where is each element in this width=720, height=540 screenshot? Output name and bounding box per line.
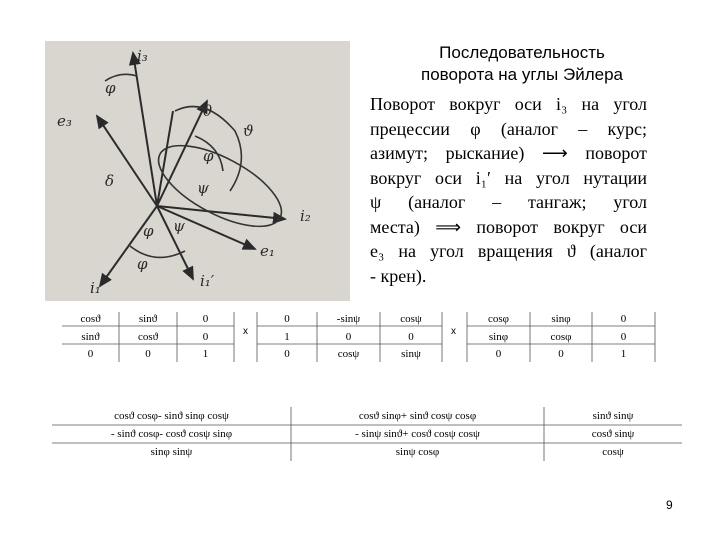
result-cell: cosϑ sinφ+ sinϑ cosψ cosφ — [358, 410, 477, 422]
title-line-1: Последовательность — [439, 43, 605, 62]
m3-cell: cosφ — [550, 331, 572, 343]
m1-cell: 0 — [202, 331, 209, 343]
rotation-matrices-row — [62, 308, 662, 364]
m2-cell: 0 — [408, 331, 414, 343]
m2-cell: 0 — [284, 348, 290, 360]
result-cell: cosϑ cosφ- sinϑ sinφ cosψ — [114, 410, 229, 422]
result-cell: cosϑ sinψ — [591, 428, 635, 440]
m1-cell: cosϑ — [80, 313, 101, 325]
body-line: e₃ на угол вращения ϑ (аналог — [370, 241, 647, 261]
result-cell: sinψ cosφ — [395, 446, 440, 458]
m3-cell: 0 — [558, 348, 564, 360]
result-cell: - sinψ sinϑ+ cosϑ cosψ cosψ — [355, 428, 480, 440]
m3-cell: 0 — [620, 313, 627, 325]
body-line: ψ (аналог – тангаж; угол — [370, 192, 647, 212]
label-phi-2: φ — [203, 147, 214, 165]
label-i1-prime: i₁′ — [200, 272, 215, 290]
m2-cell: sinψ — [401, 348, 421, 360]
body-line: прецессии φ (аналог – курс; — [370, 118, 647, 139]
result-matrix — [52, 405, 682, 465]
multiply-sign: x — [243, 326, 248, 337]
body-line: - крен). — [370, 265, 427, 286]
result-cell: cosψ — [602, 446, 624, 458]
m2-cell: 0 — [345, 331, 352, 343]
body-paragraph — [370, 92, 647, 288]
slide-title — [372, 42, 672, 86]
m2-cell: -sinψ — [336, 313, 361, 325]
label-e1: e₁ — [260, 242, 275, 260]
label-psi-2: ψ — [173, 217, 185, 235]
m1-cell: 0 — [145, 348, 151, 360]
label-i1: i₁ — [90, 279, 101, 297]
m1-cell: 0 — [87, 348, 94, 360]
label-i2: i₂ — [300, 207, 311, 225]
m1-cell: sinϑ — [81, 331, 100, 343]
label-phi-3: φ — [143, 222, 154, 240]
m2-cell: cosψ — [400, 313, 422, 325]
m3-cell: cosφ — [487, 313, 509, 325]
label-theta: θ — [203, 102, 213, 120]
page-number: 9 — [666, 498, 673, 512]
m3-cell: 0 — [495, 348, 502, 360]
m3-cell: sinφ — [488, 331, 509, 343]
result-cell: sinϑ sinψ — [592, 410, 634, 422]
euler-angles-figure — [45, 41, 350, 301]
m1-cell: 0 — [202, 313, 209, 325]
result-cell: - sinϑ cosφ- cosϑ cosψ sinφ — [110, 428, 233, 440]
body-line: места) ⟹ поворот вокруг оси — [370, 216, 647, 237]
result-cell: sinφ sinψ — [150, 446, 193, 458]
m1-cell: sinϑ — [138, 313, 158, 325]
m1-cell: cosϑ — [137, 331, 159, 343]
title-line-2: поворота на углы Эйлера — [420, 65, 624, 84]
body-line: Поворот вокруг оси i₃ на угол — [370, 94, 647, 114]
m3-cell: sinφ — [551, 313, 571, 325]
m3-cell: 0 — [620, 331, 627, 343]
label-e3: e₃ — [57, 112, 72, 130]
m1-cell: 1 — [202, 348, 209, 360]
body-line: вокруг оси i₁′ на угол нутации — [370, 167, 647, 188]
multiply-sign: x — [451, 326, 456, 337]
label-i3: i₃ — [137, 47, 148, 65]
label-delta: δ — [105, 172, 115, 190]
label-psi-1: ψ — [197, 179, 209, 197]
label-phi-4: φ — [137, 255, 148, 273]
m2-cell: cosψ — [337, 348, 360, 360]
body-line: азимут; рыскание) ⟶ поворот — [370, 143, 647, 163]
m2-cell: 1 — [284, 331, 290, 343]
label-vartheta: ϑ — [243, 122, 254, 140]
m2-cell: 0 — [284, 313, 290, 325]
label-phi-1: φ — [105, 79, 116, 97]
m3-cell: 1 — [620, 348, 627, 360]
